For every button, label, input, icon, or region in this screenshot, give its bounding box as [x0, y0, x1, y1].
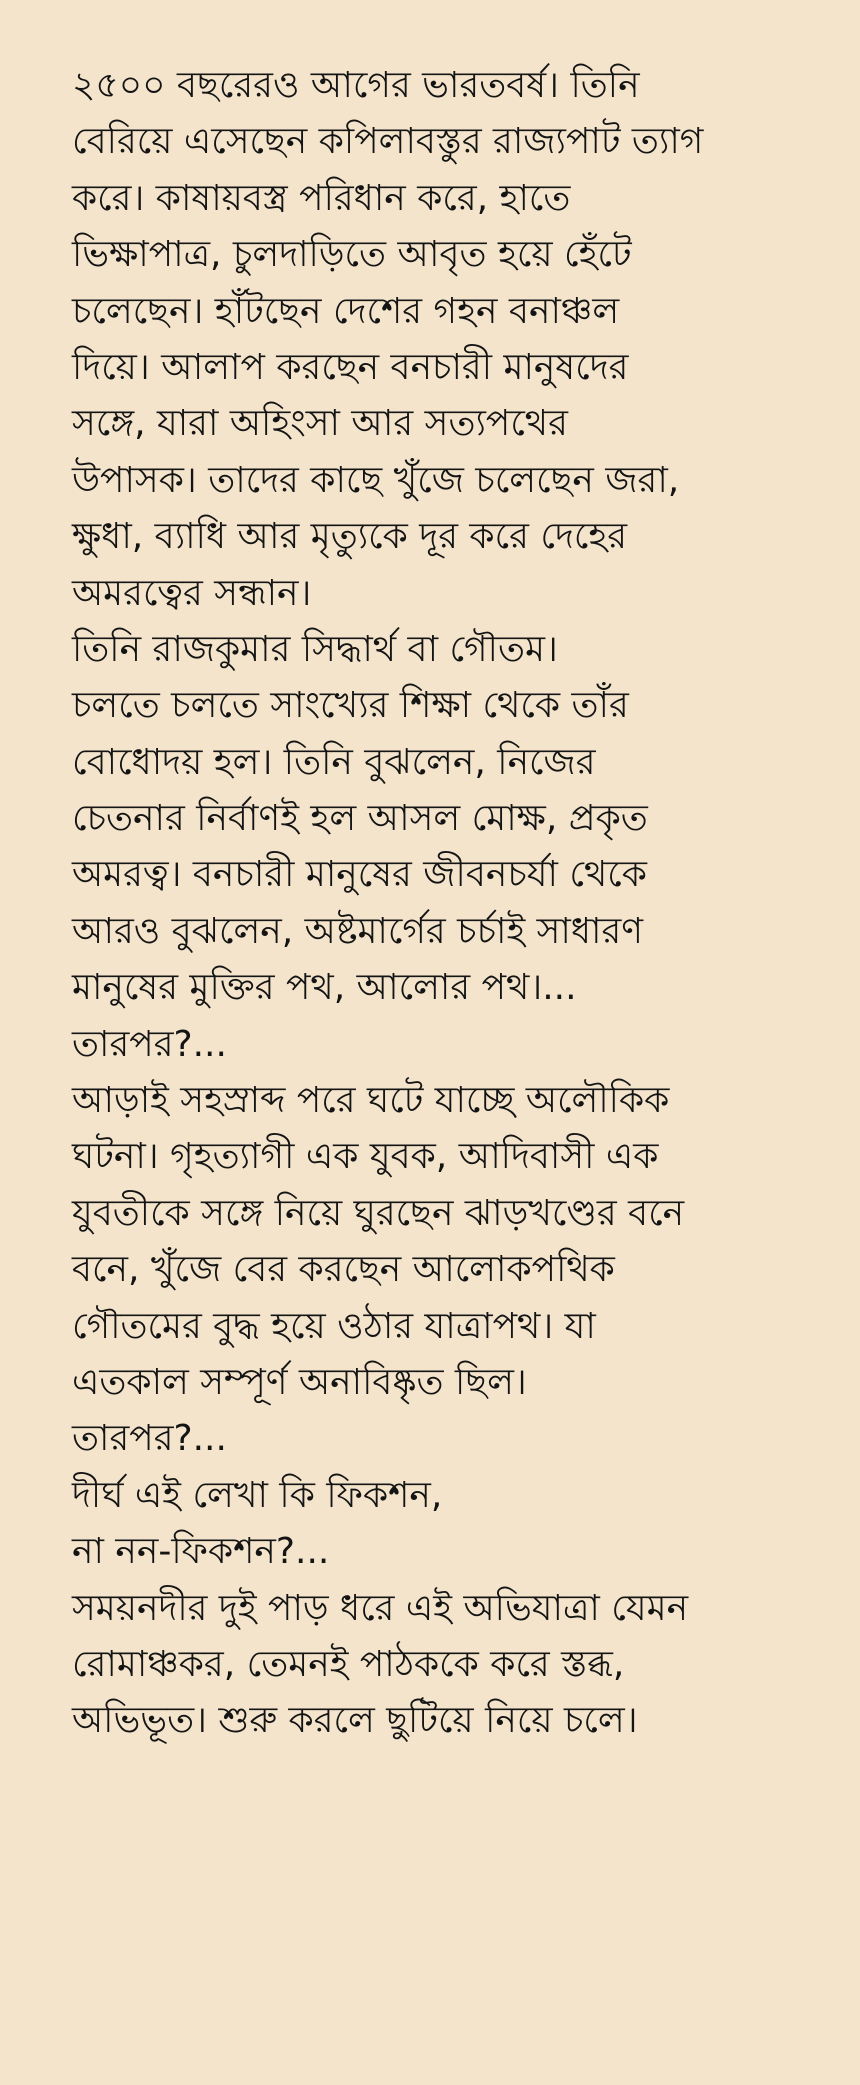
text-line-22: বনে, খুঁজে বের করছেন আলোকপথিক [72, 1249, 615, 1291]
text-line-29: রোমাঞ্চকর, তেমনই পাঠককে করে স্তব্ধ, [72, 1643, 625, 1685]
text-line-8: উপাসক। তাদের কাছে খুঁজে চলেছেন জরা, [72, 459, 680, 501]
text-line-26: দীর্ঘ এই লেখা কি ফিকশন, [72, 1474, 443, 1516]
text-line-25: তারপর?... [72, 1418, 227, 1460]
text-line-20: ঘটনা। গৃহত্যাগী এক যুবক, আদিবাসী এক [72, 1136, 659, 1178]
blurb-text [72, 58, 820, 1750]
text-line-1: ২৫০০ বছরেরও আগের ভারতবর্ষ। তিনি [72, 65, 640, 106]
text-line-9: ক্ষুধা, ব্যাধি আর মৃত্যুকে দূর করে দেহের [72, 516, 628, 558]
text-line-16: আরও বুঝলেন, অষ্টমার্গের চর্চাই সাধারণ [72, 910, 644, 952]
text-line-17: মানুষের মুক্তির পথ, আলোর পথ।... [72, 967, 577, 1009]
text-line-12: চলতে চলতে সাংখ্যের শিক্ষা থেকে তাঁর [72, 685, 629, 727]
text-line-10: অমরত্বের সন্ধান। [72, 572, 312, 614]
text-line-30: অভিভূত। শুরু করলে ছুটিয়ে নিয়ে চলে। [72, 1700, 638, 1742]
text-line-14: চেতনার নির্বাণই হল আসল মোক্ষ, প্রকৃত [72, 798, 648, 840]
text-line-24: এতকাল সম্পূর্ণ অনাবিষ্কৃত ছিল। [72, 1361, 527, 1403]
text-line-28: সময়নদীর দুই পাড় ধরে এই অভিযাত্রা যেমন [72, 1587, 689, 1629]
text-line-11: তিনি রাজকুমার সিদ্ধার্থ বা গৌতম। [72, 628, 558, 670]
text-line-19: আড়াই সহস্রাব্দ পরে ঘটে যাচ্ছে অলৌকিক [72, 1080, 670, 1122]
text-line-3: করে। কাষায়বস্ত্র পরিধান করে, হাতে [72, 177, 571, 219]
text-line-4: ভিক্ষাপাত্র, চুলদাড়িতে আবৃত হয়ে হেঁটে [72, 234, 632, 276]
text-line-15: অমরত্ব। বনচারী মানুষের জীবনচর্যা থেকে [72, 854, 647, 896]
text-line-2: বেরিয়ে এসেছেন কপিলাবস্তুর রাজ্যপাট ত্যাগ [72, 121, 704, 163]
text-line-18: তারপর?... [72, 1023, 227, 1065]
text-line-21: যুবতীকে সঙ্গে নিয়ে ঘুরছেন ঝাড়খণ্ডের বনে [72, 1192, 685, 1234]
text-line-5: চলেছেন। হাঁটছেন দেশের গহন বনাঞ্চল [72, 290, 620, 332]
text-line-6: দিয়ে। আলাপ করছেন বনচারী মানুষদের [72, 346, 629, 388]
text-line-7: সঙ্গে, যারা অহিংসা আর সত্যপথের [72, 403, 568, 445]
text-line-27: না নন-ফিকশন?... [72, 1531, 330, 1573]
text-line-13: বোধোদয় হল। তিনি বুঝলেন, নিজের [72, 741, 596, 783]
text-line-23: গৌতমের বুদ্ধ হয়ে ওঠার যাত্রাপথ। যা [72, 1305, 596, 1347]
